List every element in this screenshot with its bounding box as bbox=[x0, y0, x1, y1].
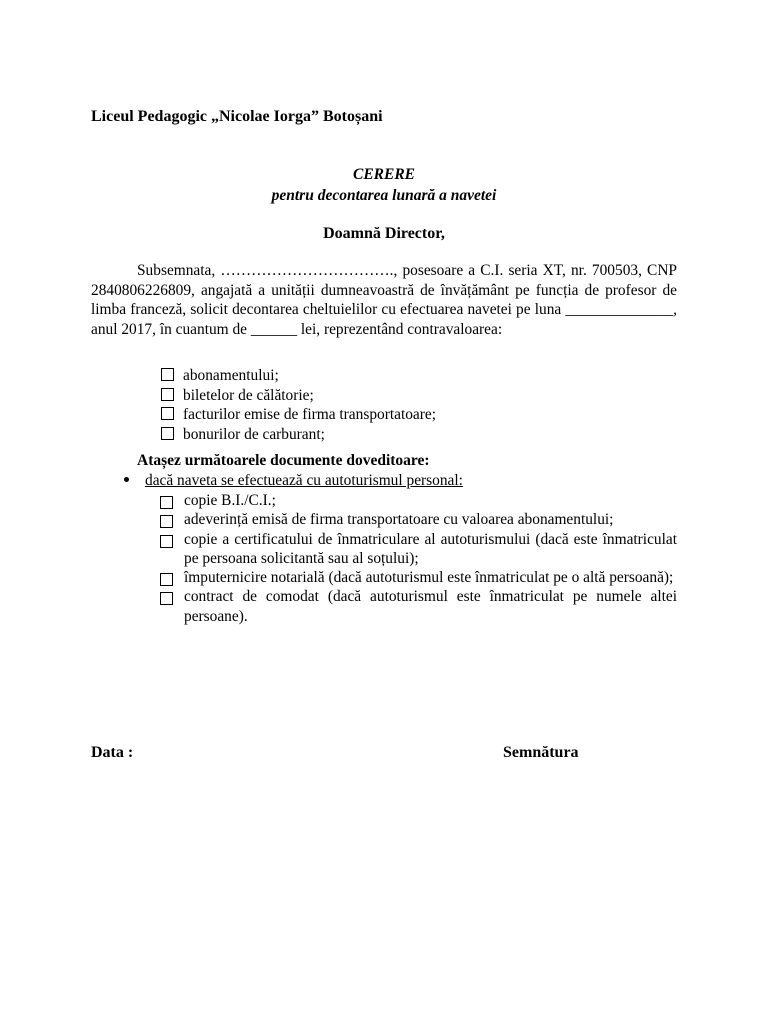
signature-label: Semnătura bbox=[503, 744, 579, 761]
option-label: bonurilor de carburant; bbox=[183, 425, 325, 443]
salutation: Doamnă Director, bbox=[323, 225, 445, 242]
attachments-condition bbox=[124, 471, 463, 491]
title-subtitle: pentru decontarea lunară a navetei bbox=[271, 187, 497, 204]
option-item[interactable] bbox=[161, 405, 436, 425]
document-item[interactable] bbox=[160, 587, 677, 626]
document-label: adeverință emisă de firma transportatoare cu valoarea abonamentului; bbox=[184, 511, 614, 529]
option-label: biletelor de călătorie; bbox=[183, 386, 314, 404]
document-item[interactable] bbox=[160, 568, 677, 587]
option-label: abonamentului; bbox=[183, 367, 279, 384]
checkbox-icon[interactable] bbox=[160, 496, 173, 509]
checkbox-icon[interactable] bbox=[161, 407, 174, 420]
request-paragraph: Subsemnata, ……………………………., posesoare a C.I. seria XT, nr. 700503, CNP 2840806226809, angajată a unității dumneavoastră de învățământ pe funcția de profesor de limba franceză, solicit decontarea cheltuielilor cu efectuarea navetei pe luna ______________, anul 2017, în cuantum de ______ lei, reprezentând contravaloarea: bbox=[91, 262, 677, 338]
option-item[interactable] bbox=[161, 366, 436, 386]
document-label: contract de comodat (dacă autoturismul este înmatriculat pe numele altei persoane). bbox=[184, 588, 677, 625]
document-item[interactable] bbox=[160, 491, 677, 510]
attachments-heading: Atașez următoarele documente doveditoare: bbox=[137, 452, 430, 469]
documents-list bbox=[160, 491, 677, 626]
checkbox-icon[interactable] bbox=[160, 573, 173, 586]
checkbox-icon[interactable] bbox=[160, 535, 173, 548]
expense-type-list bbox=[161, 366, 436, 444]
document-label: copie a certificatului de înmatriculare al autoturismului (dacă este înmatriculat pe persoana solicitantă sau al soțului); bbox=[184, 530, 677, 567]
school-name: Liceul Pedagogic „Nicolae Iorga” Botoșani bbox=[91, 108, 383, 125]
bullet-icon bbox=[124, 477, 129, 482]
option-item[interactable] bbox=[161, 386, 436, 406]
checkbox-icon[interactable] bbox=[160, 592, 173, 605]
checkbox-icon[interactable] bbox=[161, 427, 174, 440]
option-label: facturilor emise de firma transportatoare; bbox=[183, 406, 436, 424]
checkbox-icon[interactable] bbox=[161, 388, 174, 401]
condition-text: dacă naveta se efectuează cu autoturismul personal: bbox=[145, 472, 463, 489]
document-item[interactable] bbox=[160, 510, 677, 529]
checkbox-icon[interactable] bbox=[161, 368, 174, 381]
document-label: copie B.I./C.I.; bbox=[184, 492, 276, 509]
document-label: împuternicire notarială (dacă autoturismul este înmatriculat pe o altă persoană); bbox=[184, 569, 674, 587]
date-label: Data : bbox=[91, 744, 134, 761]
checkbox-icon[interactable] bbox=[160, 515, 173, 528]
title-main: CERERE bbox=[352, 166, 416, 183]
document-item[interactable] bbox=[160, 530, 677, 569]
document-title bbox=[0, 164, 768, 206]
option-item[interactable] bbox=[161, 425, 436, 445]
